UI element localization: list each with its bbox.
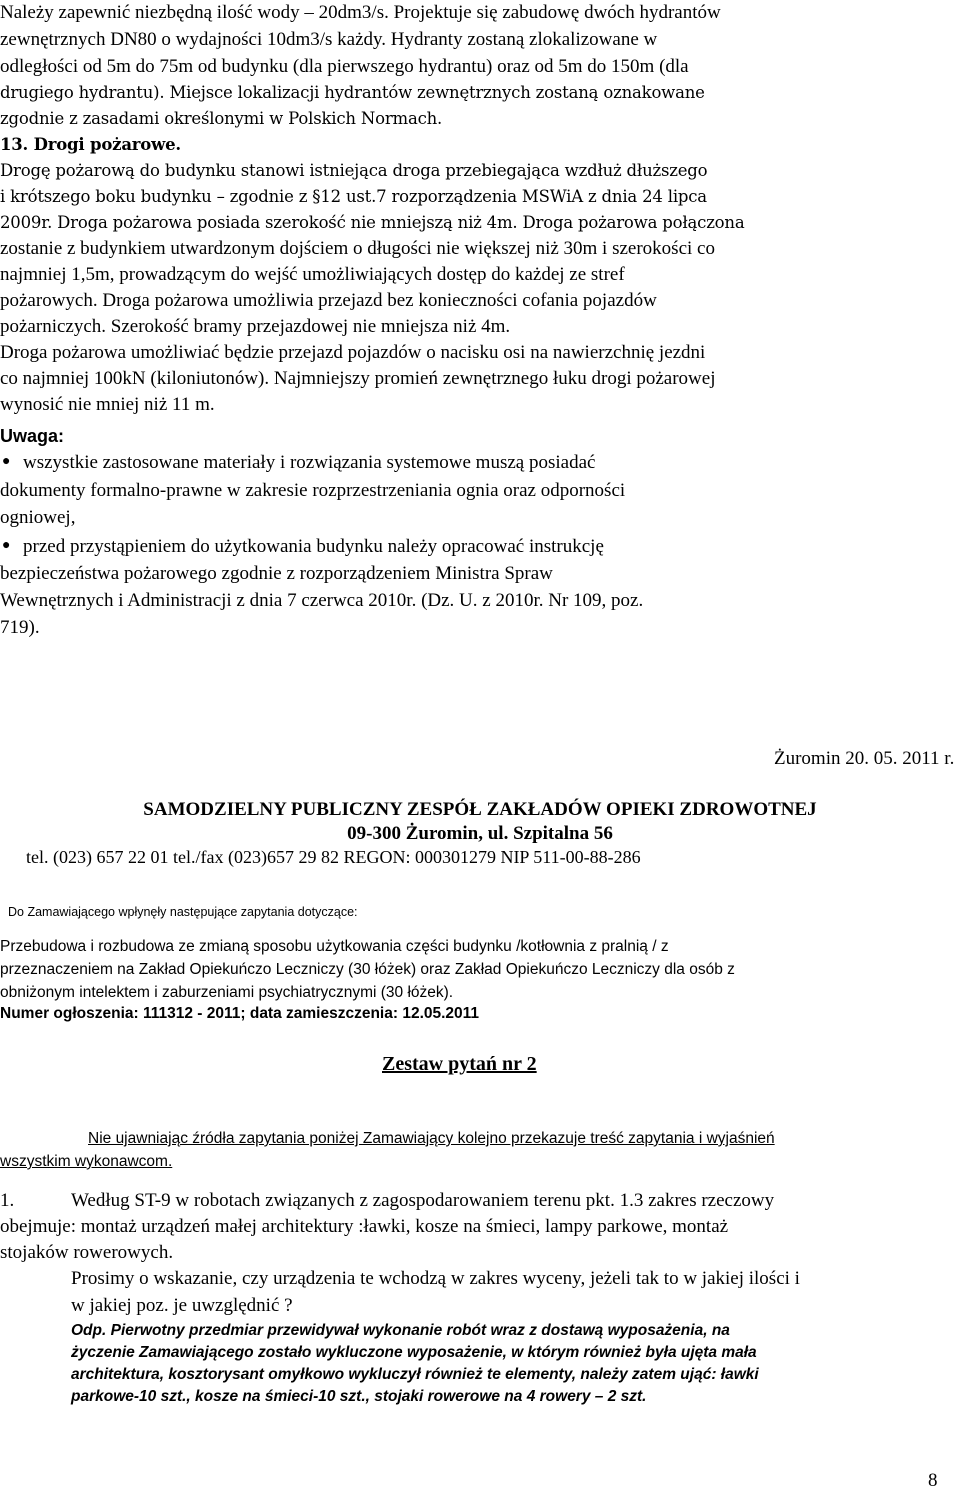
question-line: Według ST-9 w robotach związanych z zagospodarowaniem terenu pkt. 1.3 zakres rzeczowy [71,1190,775,1211]
announcement-number: Numer ogłoszenia: 111312 - 2011; data zamieszczenia: 12.05.2011 [0,1005,480,1022]
subject-line: Przebudowa i rozbudowa ze zmianą sposobu użytkowania części budynku /kotłownia z pralnią / z [0,938,669,955]
question-line: stojaków rowerowych. [0,1242,174,1263]
fire-road-paragraph-line: najmniej 1,5m, prowadzącym do wejść umożliwiających dostęp do każdej ze stref [0,264,625,285]
organization-contact: tel. (023) 657 22 01 tel./fax (023)657 29 82 REGON: 000301279 NIP 511-00-88-286 [26,847,641,867]
answer-line: Odp. Pierwotny przedmiar przewidywał wykonanie robót wraz z dostawą wyposażenia, na [71,1322,730,1339]
fire-road-paragraph-line: 2009r. Droga pożarowa posiada szerokość nie mniejszą niż 4m. Droga pożarowa połączona [0,213,745,232]
place-date: Żuromin 20. 05. 2011 r. [774,748,955,769]
bullet-line: dokumenty formalno-prawne w zakresie rozprzestrzeniania ognia oraz odporności [0,480,626,501]
fire-road-paragraph-line: pożarniczych. Szerokość bramy przejazdowej nie mniejsza niż 4m. [0,316,511,337]
hydrant-paragraph-line: drugiego hydrantu). Miejsce lokalizacji hydrantów zewnętrznych zostaną oznakowane [0,83,705,102]
hydrant-paragraph-line: zewnętrznych DN80 o wydajności 10dm3/s każdy. Hydranty zostaną zlokalizowane w [0,29,658,50]
note-label: Uwaga: [0,426,65,446]
disclaimer-line: Nie ujawniając źródła zapytania poniżej Zamawiający kolejno przekazuje treść zapytania i wyjaśnień [88,1130,775,1147]
fire-road-paragraph-line: Drogę pożarową do budynku stanowi istniejąca droga przebiegająca wzdłuż dłuższego [0,161,708,180]
bullet-line: wszystkie zastosowane materiały i rozwiązania systemowe muszą posiadać [23,452,596,473]
fire-road-paragraph-line: wynosić nie mniej niż 11 m. [0,394,215,415]
section-heading: 13. Drogi pożarowe. [0,135,181,154]
question-line: obejmuje: montaż urządzeń małej architektury :ławki, kosze na śmieci, lampy parkowe, montaż [0,1216,729,1237]
hydrant-paragraph-line: Należy zapewnić niezbędną ilość wody – 20dm3/s. Projektuje się zabudowę dwóch hydrantów [0,2,721,23]
hydrant-paragraph-line: odległości od 5m do 75m od budynku (dla pierwszego hydrantu) oraz od 5m do 150m (dla [0,56,689,77]
bullet-line: 719). [0,617,40,638]
fire-road-paragraph-line: co najmniej 100kN (kiloniutonów). Najmniejszy promień zewnętrznego łuku drogi pożarowej [0,368,716,389]
question-request-line: w jakiej poz. je uwzględnić ? [71,1295,293,1316]
answer-line: życzenie Zamawiającego zostało wykluczone wyposażenie, w którym również była ujęta mała [71,1344,757,1361]
fire-road-paragraph-line: i krótszego boku budynku – zgodnie z §12 ust.7 rozporządzenia MSWiA z dnia 24 lipca [0,187,707,206]
fire-road-paragraph-line: Droga pożarowa umożliwiać będzie przejazd pojazdów o nacisku osi na nawierzchnię jezdni [0,342,706,363]
page-number: 8 [928,1470,938,1491]
fire-road-paragraph-line: pożarowych. Droga pożarowa umożliwia przejazd bez konieczności cofania pojazdów [0,290,657,311]
question-set-title: Zestaw pytań nr 2 [382,1053,537,1075]
organization-name: SAMODZIELNY PUBLICZNY ZESPÓŁ ZAKŁADÓW OPIEKI ZDROWOTNEJ [143,799,817,820]
fire-road-paragraph-line: zostanie z budynkiem utwardzonym dojściem o długości nie większej niż 30m i szerokości co [0,238,715,259]
bullet-line: przed przystąpieniem do użytkowania budynku należy opracować instrukcję [23,536,604,557]
bullet-icon: ● [2,538,11,553]
bullet-line: bezpieczeństwa pożarowego zgodnie z rozporządzeniem Ministra Spraw [0,563,553,584]
answer-line: parkowe-10 szt., kosze na śmieci-10 szt., stojaki rowerowe na 4 rowery – 2 szt. [71,1388,647,1405]
subject-line: obniżonym intelektem i zaburzeniami psychiatrycznymi (30 łóżek). [0,984,454,1001]
bullet-icon: ● [2,454,11,469]
addressee-line: Do Zamawiającego wpłynęły następujące zapytania dotyczące: [8,905,358,919]
bullet-line: ogniowej, [0,507,76,528]
organization-address: 09-300 Żuromin, ul. Szpitalna 56 [347,823,613,844]
subject-line: przeznaczeniem na Zakład Opiekuńczo Leczniczy (30 łóżek) oraz Zakład Opiekuńczo Leczniczy dla osób z [0,961,735,978]
bullet-line: Wewnętrznych i Administracji z dnia 7 czerwca 2010r. (Dz. U. z 2010r. Nr 109, poz. [0,590,644,611]
disclaimer-line: wszystkim wykonawcom. [0,1153,173,1170]
answer-line: architektura, kosztorysant omyłkowo wykluczył również te elementy, należy zatem ująć: ławki [71,1366,759,1383]
question-request-line: Prosimy o wskazanie, czy urządzenia te wchodzą w zakres wyceny, jeżeli tak to w jakiej ilości i [71,1268,800,1289]
hydrant-paragraph-line: zgodnie z zasadami określonymi w Polskich Normach. [0,109,443,128]
question-number: 1. [0,1190,15,1211]
